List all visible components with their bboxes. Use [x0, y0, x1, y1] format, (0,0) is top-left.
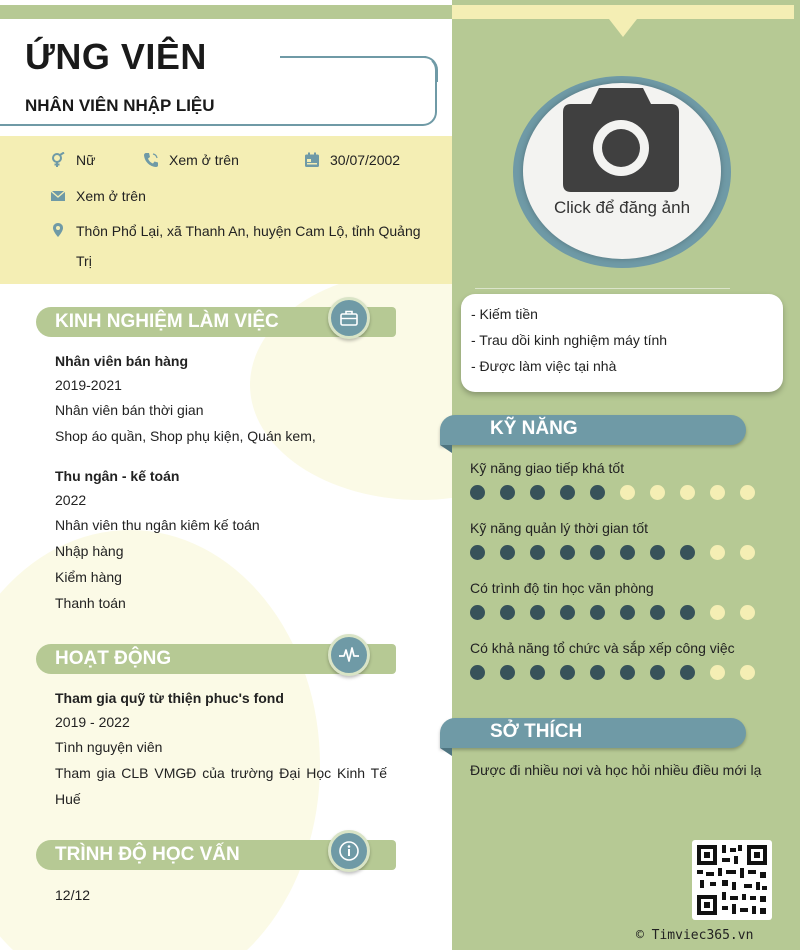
- phone-value: Xem ở trên: [169, 152, 239, 168]
- rating-dot-empty: [740, 605, 755, 620]
- ribbon-fold: [440, 445, 452, 453]
- location-icon: [50, 222, 66, 238]
- rating-dot-filled: [470, 545, 485, 560]
- activities-section-header: [36, 644, 396, 674]
- right-notch: [609, 19, 637, 37]
- rating-dot-filled: [620, 605, 635, 620]
- ribbon-fold: [440, 748, 452, 756]
- rating-dot-filled: [560, 545, 575, 560]
- skill-name[interactable]: Có trình độ tin học văn phòng: [470, 580, 654, 596]
- hobby-text[interactable]: Được đi nhiều nơi và học hỏi nhiều điều mới lạ: [470, 762, 762, 778]
- career-goal-box: [461, 294, 783, 392]
- rating-dot-empty: [710, 665, 725, 680]
- goal-item[interactable]: - Được làm việc tại nhà: [471, 358, 617, 374]
- skill-name[interactable]: Có khả năng tổ chức và sắp xếp công việc: [470, 640, 735, 656]
- activity-period[interactable]: 2019 - 2022: [55, 714, 130, 730]
- activity-description[interactable]: Huế: [55, 791, 81, 807]
- rating-dot-filled: [530, 545, 545, 560]
- rating-dot-empty: [710, 545, 725, 560]
- rating-dot-filled: [470, 485, 485, 500]
- rating-dot-empty: [740, 545, 755, 560]
- email-icon: [50, 188, 66, 204]
- rating-dot-empty: [710, 485, 725, 500]
- gender-value: Nữ: [76, 152, 96, 168]
- right-top-bar: [452, 5, 794, 19]
- rating-dot-filled: [560, 605, 575, 620]
- rating-dot-empty: [740, 485, 755, 500]
- rating-dot-filled: [590, 665, 605, 680]
- skill-name[interactable]: Kỹ năng giao tiếp khá tốt: [470, 460, 625, 476]
- address-line-2: Trị: [76, 253, 92, 269]
- gender-row[interactable]: [50, 152, 95, 168]
- experience-title: KINH NGHIỆM LÀM VIỆC: [55, 311, 279, 332]
- education-level[interactable]: 12/12: [55, 887, 91, 903]
- rating-dot-filled: [500, 605, 515, 620]
- job-role[interactable]: Thu ngân - kế toán: [55, 468, 180, 484]
- address-text: [76, 222, 421, 270]
- photo-upload-label[interactable]: Click để đăng ảnh: [553, 198, 691, 217]
- qr-code-icon: [692, 840, 772, 920]
- rating-dot-filled: [620, 665, 635, 680]
- job-period[interactable]: 2019-2021: [55, 377, 122, 393]
- rating-dot-filled: [620, 545, 635, 560]
- rating-dot-empty: [680, 485, 695, 500]
- education-title: TRÌNH ĐỘ HỌC VẤN: [55, 844, 240, 865]
- rating-dot-filled: [560, 665, 575, 680]
- rating-dot-filled: [500, 665, 515, 680]
- rating-dot-filled: [530, 485, 545, 500]
- rating-dot-filled: [530, 605, 545, 620]
- skills-title: KỸ NĂNG: [490, 418, 578, 439]
- candidate-name[interactable]: ỨNG VIÊN: [25, 36, 207, 77]
- rating-dot-filled: [560, 485, 575, 500]
- email-row[interactable]: [50, 188, 146, 204]
- rating-dot-filled: [680, 605, 695, 620]
- calendar-icon: [304, 152, 320, 168]
- rating-dot-filled: [590, 545, 605, 560]
- briefcase-icon: [328, 297, 370, 339]
- name-frame-line: [280, 56, 426, 58]
- hobbies-section-header: [440, 718, 746, 748]
- job-role[interactable]: Nhân viên bán hàng: [55, 353, 189, 369]
- activities-title: HOẠT ĐỘNG: [55, 648, 172, 669]
- birthday-row[interactable]: [304, 152, 400, 168]
- job-title[interactable]: NHÂN VIÊN NHẬP LIỆU: [25, 96, 215, 115]
- phone-row[interactable]: [143, 152, 239, 168]
- rating-dot-filled: [500, 485, 515, 500]
- pulse-icon: [328, 634, 370, 676]
- name-box: [0, 30, 438, 126]
- info-icon: [328, 830, 370, 872]
- job-period[interactable]: 2022: [55, 492, 87, 508]
- rating-dot-filled: [470, 605, 485, 620]
- copyright-text[interactable]: © Timviec365.vn: [636, 928, 754, 943]
- hobbies-title: SỞ THÍCH: [490, 721, 583, 742]
- rating-dot-filled: [530, 665, 545, 680]
- skills-section-header: [440, 415, 746, 445]
- rating-dot-empty: [650, 485, 665, 500]
- goal-item[interactable]: - Kiếm tiền: [471, 306, 538, 322]
- email-value: Xem ở trên: [76, 188, 146, 204]
- rating-dot-empty: [620, 485, 635, 500]
- activity-name[interactable]: Tham gia quỹ từ thiện phuc's fond: [55, 690, 284, 706]
- rating-dot-filled: [680, 665, 695, 680]
- address-row[interactable]: [50, 222, 421, 270]
- address-line-1: Thôn Phổ Lại, xã Thanh An, huyện Cam Lộ, tỉnh Quảng: [76, 223, 421, 239]
- gender-icon: [50, 152, 66, 168]
- rating-dot-filled: [650, 665, 665, 680]
- experience-section-header: [36, 307, 396, 337]
- rating-dot-filled: [650, 605, 665, 620]
- rating-dot-empty: [710, 605, 725, 620]
- job-detail[interactable]: Nhân viên bán thời gian: [55, 402, 204, 418]
- job-detail[interactable]: Nhập hàng: [55, 543, 124, 559]
- rating-dot-filled: [680, 545, 695, 560]
- goal-item[interactable]: - Trau dồi kinh nghiệm máy tính: [471, 332, 668, 348]
- job-detail[interactable]: Thanh toán: [55, 595, 126, 611]
- divider: [475, 288, 730, 289]
- top-strip: [0, 5, 452, 19]
- job-detail[interactable]: Nhân viên thu ngân kiêm kế toán: [55, 517, 260, 533]
- rating-dot-empty: [740, 665, 755, 680]
- activity-description[interactable]: Tham gia CLB VMGĐ của trường Đại Học Kinh Tế: [55, 765, 387, 781]
- rating-dot-filled: [470, 665, 485, 680]
- name-frame-corner: [412, 56, 438, 82]
- rating-dot-filled: [590, 605, 605, 620]
- camera-icon[interactable]: [563, 88, 679, 192]
- skill-name[interactable]: Kỹ năng quản lý thời gian tốt: [470, 520, 649, 536]
- job-detail[interactable]: Kiểm hàng: [55, 569, 122, 585]
- education-section-header: [36, 840, 396, 870]
- rating-dot-filled: [500, 545, 515, 560]
- rating-dot-filled: [590, 485, 605, 500]
- rating-dot-filled: [650, 545, 665, 560]
- job-detail[interactable]: Shop áo quần, Shop phụ kiện, Quán kem,: [55, 428, 316, 444]
- contact-panel: [0, 136, 452, 284]
- phone-icon: [143, 152, 159, 168]
- activity-role[interactable]: Tình nguyện viên: [55, 739, 163, 755]
- birthday-value: 30/07/2002: [330, 152, 401, 168]
